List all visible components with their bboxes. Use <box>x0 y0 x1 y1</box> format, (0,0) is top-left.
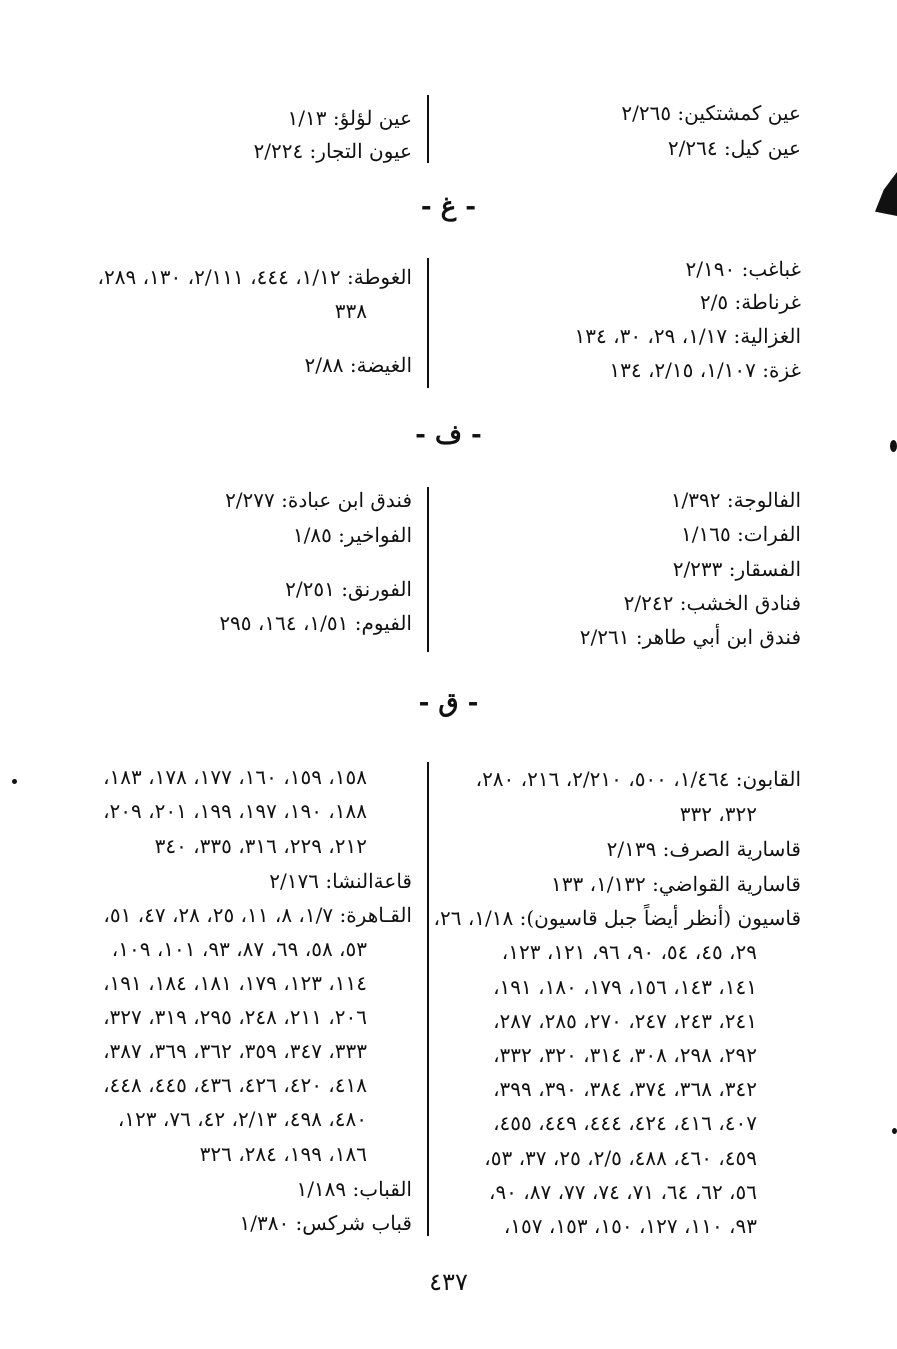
index-entry: فندق ابن أبي طاهر: ٢/٢٦١ <box>579 625 801 649</box>
index-entry: غرناطة: ٢/٥ <box>699 290 801 314</box>
index-entry: الغوطة: ١/١٢، ٤٤٤، ٢/١١١، ١٣٠، ٢٨٩، <box>97 265 412 289</box>
index-entry-continuation: ٤١٨، ٤٢٠، ٤٢٦، ٤٣٦، ٤٤٥، ٤٤٨، <box>103 1073 367 1097</box>
scan-speck <box>892 1128 897 1134</box>
column-rule <box>427 95 429 163</box>
index-entry: فندق ابن عبادة: ٢/٢٧٧ <box>225 488 412 512</box>
index-entry: عين لؤلؤ: ١/١٣ <box>287 106 412 130</box>
index-entry: عين كيل: ٢/٢٦٤ <box>667 136 801 160</box>
index-entry-continuation: ٢١٢، ٢٢٩، ٣١٦، ٣٣٥، ٣٤٠ <box>154 834 367 858</box>
index-entry: القباب: ١/١٨٩ <box>296 1177 412 1201</box>
index-entry: عيون التجار: ٢/٢٢٤ <box>253 139 412 163</box>
index-entry: غزة: ١/١٠٧، ٢/١٥، ١٣٤ <box>609 358 801 382</box>
index-entry: الفيوم: ١/٥١، ١٦٤، ٢٩٥ <box>219 611 412 635</box>
column-rule <box>427 258 429 388</box>
index-entry-continuation: ٣٢٢، ٣٣٢ <box>679 802 757 826</box>
index-entry: الفرات: ١/١٦٥ <box>680 522 801 546</box>
index-entry: القابون: ١/٤٦٤، ٥٠٠، ٢/٢١٠، ٢١٦، ٢٨٠، <box>475 767 801 791</box>
index-entry-continuation: ٤٥٩، ٤٦٠، ٤٨٨، ٢/٥، ٢٥، ٣٧، ٥٣، <box>484 1146 757 1170</box>
index-entry: القـاهرة: ١/٧، ٨، ١١، ٢٥، ٢٨، ٤٧، ٥١، <box>103 903 412 927</box>
index-entry-continuation: ٩٣، ١١٠، ١٢٧، ١٥٠، ١٥٣، ١٥٧، <box>503 1214 757 1238</box>
scan-speck <box>12 779 17 784</box>
index-entry: فنادق الخشب: ٢/٢٤٢ <box>623 591 801 615</box>
column-rule <box>427 487 429 652</box>
index-entry: قاعةالنشا: ٢/١٧٦ <box>269 869 412 893</box>
index-entry: الفواخير: ١/٨٥ <box>292 523 412 547</box>
index-entry-continuation: ١٥٨، ١٥٩، ١٦٠، ١٧٧، ١٧٨، ١٨٣، <box>103 765 367 789</box>
index-entry: قباب شركس: ١/٣٨٠ <box>239 1211 412 1235</box>
index-entry: الفسقار: ٢/٢٣٣ <box>672 557 801 581</box>
section-letter-fa: - ف - <box>415 420 482 450</box>
index-entry: قاسيون (أنظر أيضاً جبل قاسيون): ١/١٨، ٢٦، <box>433 906 801 930</box>
index-entry-continuation: ١٨٨، ١٩٠، ١٩٧، ١٩٩، ٢٠١، ٢٠٩، <box>103 799 367 823</box>
index-entry: الفالوجة: ١/٣٩٢ <box>670 488 801 512</box>
index-entry-continuation: ٢٠٦، ٢١١، ٢٤٨، ٢٩٥، ٣١٩، ٣٢٧، <box>103 1005 367 1029</box>
index-entry: غباغب: ٢/١٩٠ <box>685 257 801 281</box>
index-entry: قاسارية الصرف: ٢/١٣٩ <box>606 837 801 861</box>
index-entry: الفورنق: ٢/٢٥١ <box>285 577 412 601</box>
index-entry-continuation: ١٤١، ١٤٣، ١٥٦، ١٧٩، ١٨٠، ١٩١، <box>493 975 757 999</box>
index-entry-continuation: ٣٣٣، ٣٤٧، ٣٥٩، ٣٦٢، ٣٦٩، ٣٨٧، <box>103 1039 367 1063</box>
index-entry: قاسارية القواضي: ١/١٣٢، ١٣٣ <box>551 872 801 896</box>
index-entry-continuation: ٢٤١، ٢٤٣، ٢٤٧، ٢٧٠، ٢٨٥، ٢٨٧، <box>493 1009 757 1033</box>
index-entry-continuation: ١١٤، ١٢٣، ١٧٩، ١٨١، ١٨٤، ١٩١، <box>103 971 367 995</box>
index-entry: عين كمشتكين: ٢/٢٦٥ <box>621 101 801 125</box>
index-entry-continuation: ٢٩٢، ٢٩٨، ٣٠٨، ٣١٤، ٣٢٠، ٣٣٢، <box>493 1043 757 1067</box>
index-entry-continuation: ٤٠٧، ٤١٦، ٤٢٤، ٤٤٤، ٤٤٩، ٤٥٥، <box>493 1111 757 1135</box>
index-entry-continuation: ٣٤٢، ٣٦٨، ٣٧٤، ٣٨٤، ٣٩٠، ٣٩٩، <box>493 1077 757 1101</box>
section-letter-ghain: - غ - <box>420 192 477 222</box>
index-entry: الغزالية: ١/١٧، ٢٩، ٣٠، ١٣٤ <box>574 324 801 348</box>
index-entry-continuation: ٢٩، ٤٥، ٥٤، ٩٠، ٩٦، ١٢١، ١٢٣، <box>501 940 757 964</box>
index-entry: الغيضة: ٢/٨٨ <box>304 353 412 377</box>
page-number: ٤٣٧ <box>429 1268 468 1296</box>
index-entry-continuation: ٥٦، ٦٢، ٦٤، ٧١، ٧٤، ٧٧، ٨٧، ٩٠، <box>488 1180 757 1204</box>
index-entry-continuation: ٥٣، ٥٨، ٦٩، ٨٧، ٩٣، ١٠١، ١٠٩، <box>111 937 367 961</box>
column-rule <box>427 762 429 1236</box>
index-entry-continuation: ١٨٦، ١٩٩، ٢٨٤، ٣٢٦ <box>199 1142 367 1166</box>
scan-speck <box>890 440 897 452</box>
section-letter-qaf: - ق - <box>418 688 479 718</box>
index-entry-continuation: ٤٨٠، ٤٩٨، ٢/١٣، ٤٢، ٧٦، ١٢٣، <box>117 1107 367 1131</box>
index-entry-continuation: ٣٣٨ <box>334 299 367 323</box>
